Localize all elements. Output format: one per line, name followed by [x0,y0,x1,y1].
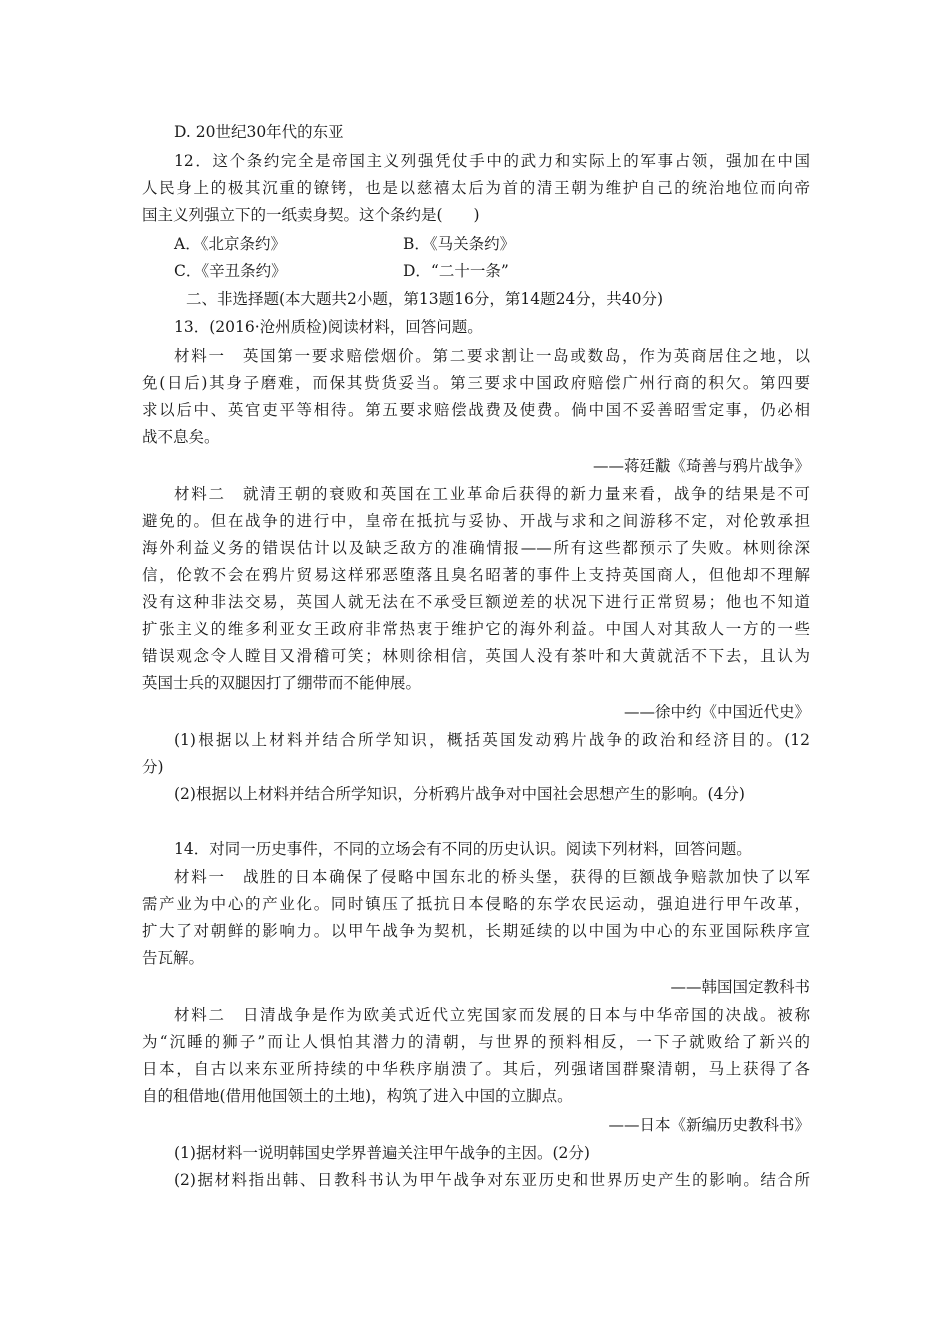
q13-material-2-line-8: 英国士兵的双腿因打了绷带而不能伸展。 [142,674,422,692]
q14-material-2-source: ——日本《新编历史教科书》 [608,1116,810,1134]
q13-subquestion-2: (2)根据以上材料并结合所学知识，分析鸦片战争对中国社会思想产生的影响。(4分) [174,785,745,803]
q14-subquestion-1: (1)据材料一说明韩国史学界普遍关注甲午战争的主因。(2分) [174,1144,590,1162]
option-b: B．《马关条约》 [403,235,516,253]
question-12-line-1: 12．这个条约完全是帝国主义列强凭仗手中的武力和实际上的军事占领，强加在中国 [174,152,810,170]
question-12-line-3: 国主义列强立下的一纸卖身契。这个条约是( ) [142,206,480,224]
q14-material-2-line-4: 自的租借地(借用他国领土的土地)，构筑了进入中国的立脚点。 [142,1087,573,1105]
section-heading: 二、非选择题(本大题共2小题，第13题16分，第14题24分，共40分) [186,290,664,308]
option-d-q11: D. 20世纪30年代的东亚 [174,123,344,141]
q14-subquestion-2: (2)据材料指出韩、日教科书认为甲午战争对东亚历史和世界历史产生的影响。结合所 [174,1171,810,1189]
q14-material-2-line-2: 为“沉睡的狮子”而让人惧怕其潜力的清朝，与世界的预料相反，一下子就败给了新兴的 [142,1033,810,1051]
q13-material-1-line-4: 战不息矣。 [142,428,220,446]
q13-material-1-line-1: 材料一 英国第一要求赔偿烟价。第二要求割让一岛或数岛，作为英商居住之地，以 [174,347,810,365]
q13-material-2-line-1: 材料二 就清王朝的衰败和英国在工业革命后获得的新力量来看，战争的结果是不可 [174,485,810,503]
q13-material-2-line-6: 扩张主义的维多利亚女王政府非常热衷于维护它的海外利益。中国人对其敌人一方的一些 [142,620,810,638]
q13-subquestion-1-line-2: 分) [142,758,164,776]
q13-material-2-line-5: 没有这种非法交易，英国人就无法在不承受巨额逆差的状况下进行正常贸易；他也不知道 [142,593,810,611]
question-14-title: 14．对同一历史事件，不同的立场会有不同的历史认识。阅读下列材料，回答问题。 [174,840,752,858]
q14-material-1-line-1: 材料一 战胜的日本确保了侵略中国东北的桥头堡，获得的巨额战争赔款加快了以军 [174,868,810,886]
q13-material-2-line-4: 信，伦敦不会在鸦片贸易这样邪恶堕落且臭名昭著的事件上支持英国商人，但他却不理解 [142,566,810,584]
q14-material-2-line-3: 日本，自古以来东亚所持续的中华秩序崩溃了。其后，列强诸国群聚清朝，马上获得了各 [142,1060,810,1078]
q13-material-1-line-2: 免(日后)其身子磨难，而保其赀货妥当。第三要求中国政府赔偿广州行商的积欠。第四要 [142,374,810,392]
q13-material-1-source: ——蒋廷黻《琦善与鸦片战争》 [592,457,810,475]
question-12-line-2: 人民身上的极其沉重的镣铐，也是以慈禧太后为首的清王朝为维护自己的统治地位而向帝 [142,179,810,197]
q13-material-2-line-3: 海外利益义务的错误估计以及缺乏敌方的准确情报——所有这些都预示了失败。林则徐深 [142,539,810,557]
option-c: C．《辛丑条约》 [174,262,287,280]
q13-subquestion-1-line-1: (1)根据以上材料并结合所学知识，概括英国发动鸦片战争的政治和经济目的。(12 [174,731,810,749]
q13-material-2-line-2: 避免的。但在战争的进行中，皇帝在抵抗与妥协、开战与求和之间游移不定，对伦敦承担 [142,512,810,530]
q14-material-1-line-4: 告瓦解。 [142,949,205,967]
q13-material-2-line-7: 错误观念令人瞠目又滑稽可笑；林则徐相信，英国人没有茶叶和大黄就活不下去，且认为 [142,647,810,665]
q14-material-1-line-2: 需产业为中心的产业化。同时镇压了抵抗日本侵略的东学农民运动，强迫进行甲午改革， [142,895,810,913]
q14-material-1-source: ——韩国国定教科书 [670,978,810,996]
q13-material-1-line-3: 求以后中、英官吏平等相待。第五要求赔偿战费及使费。倘中国不妥善昭雪定事，仍必相 [142,401,810,419]
q14-material-1-line-3: 扩大了对朝鲜的影响力。以甲午战争为契机，长期延续的以中国为中心的东亚国际秩序宣 [142,922,810,940]
option-d: D．“二十一条” [403,262,509,280]
question-13-title: 13．(2016·沧州质检)阅读材料，回答问题。 [174,318,483,336]
q14-material-2-line-1: 材料二 日清战争是作为欧美式近代立宪国家而发展的日本与中华帝国的决战。被称 [174,1006,810,1024]
option-a: A．《北京条约》 [174,235,286,253]
q13-material-2-source: ——徐中约《中国近代史》 [623,703,810,721]
